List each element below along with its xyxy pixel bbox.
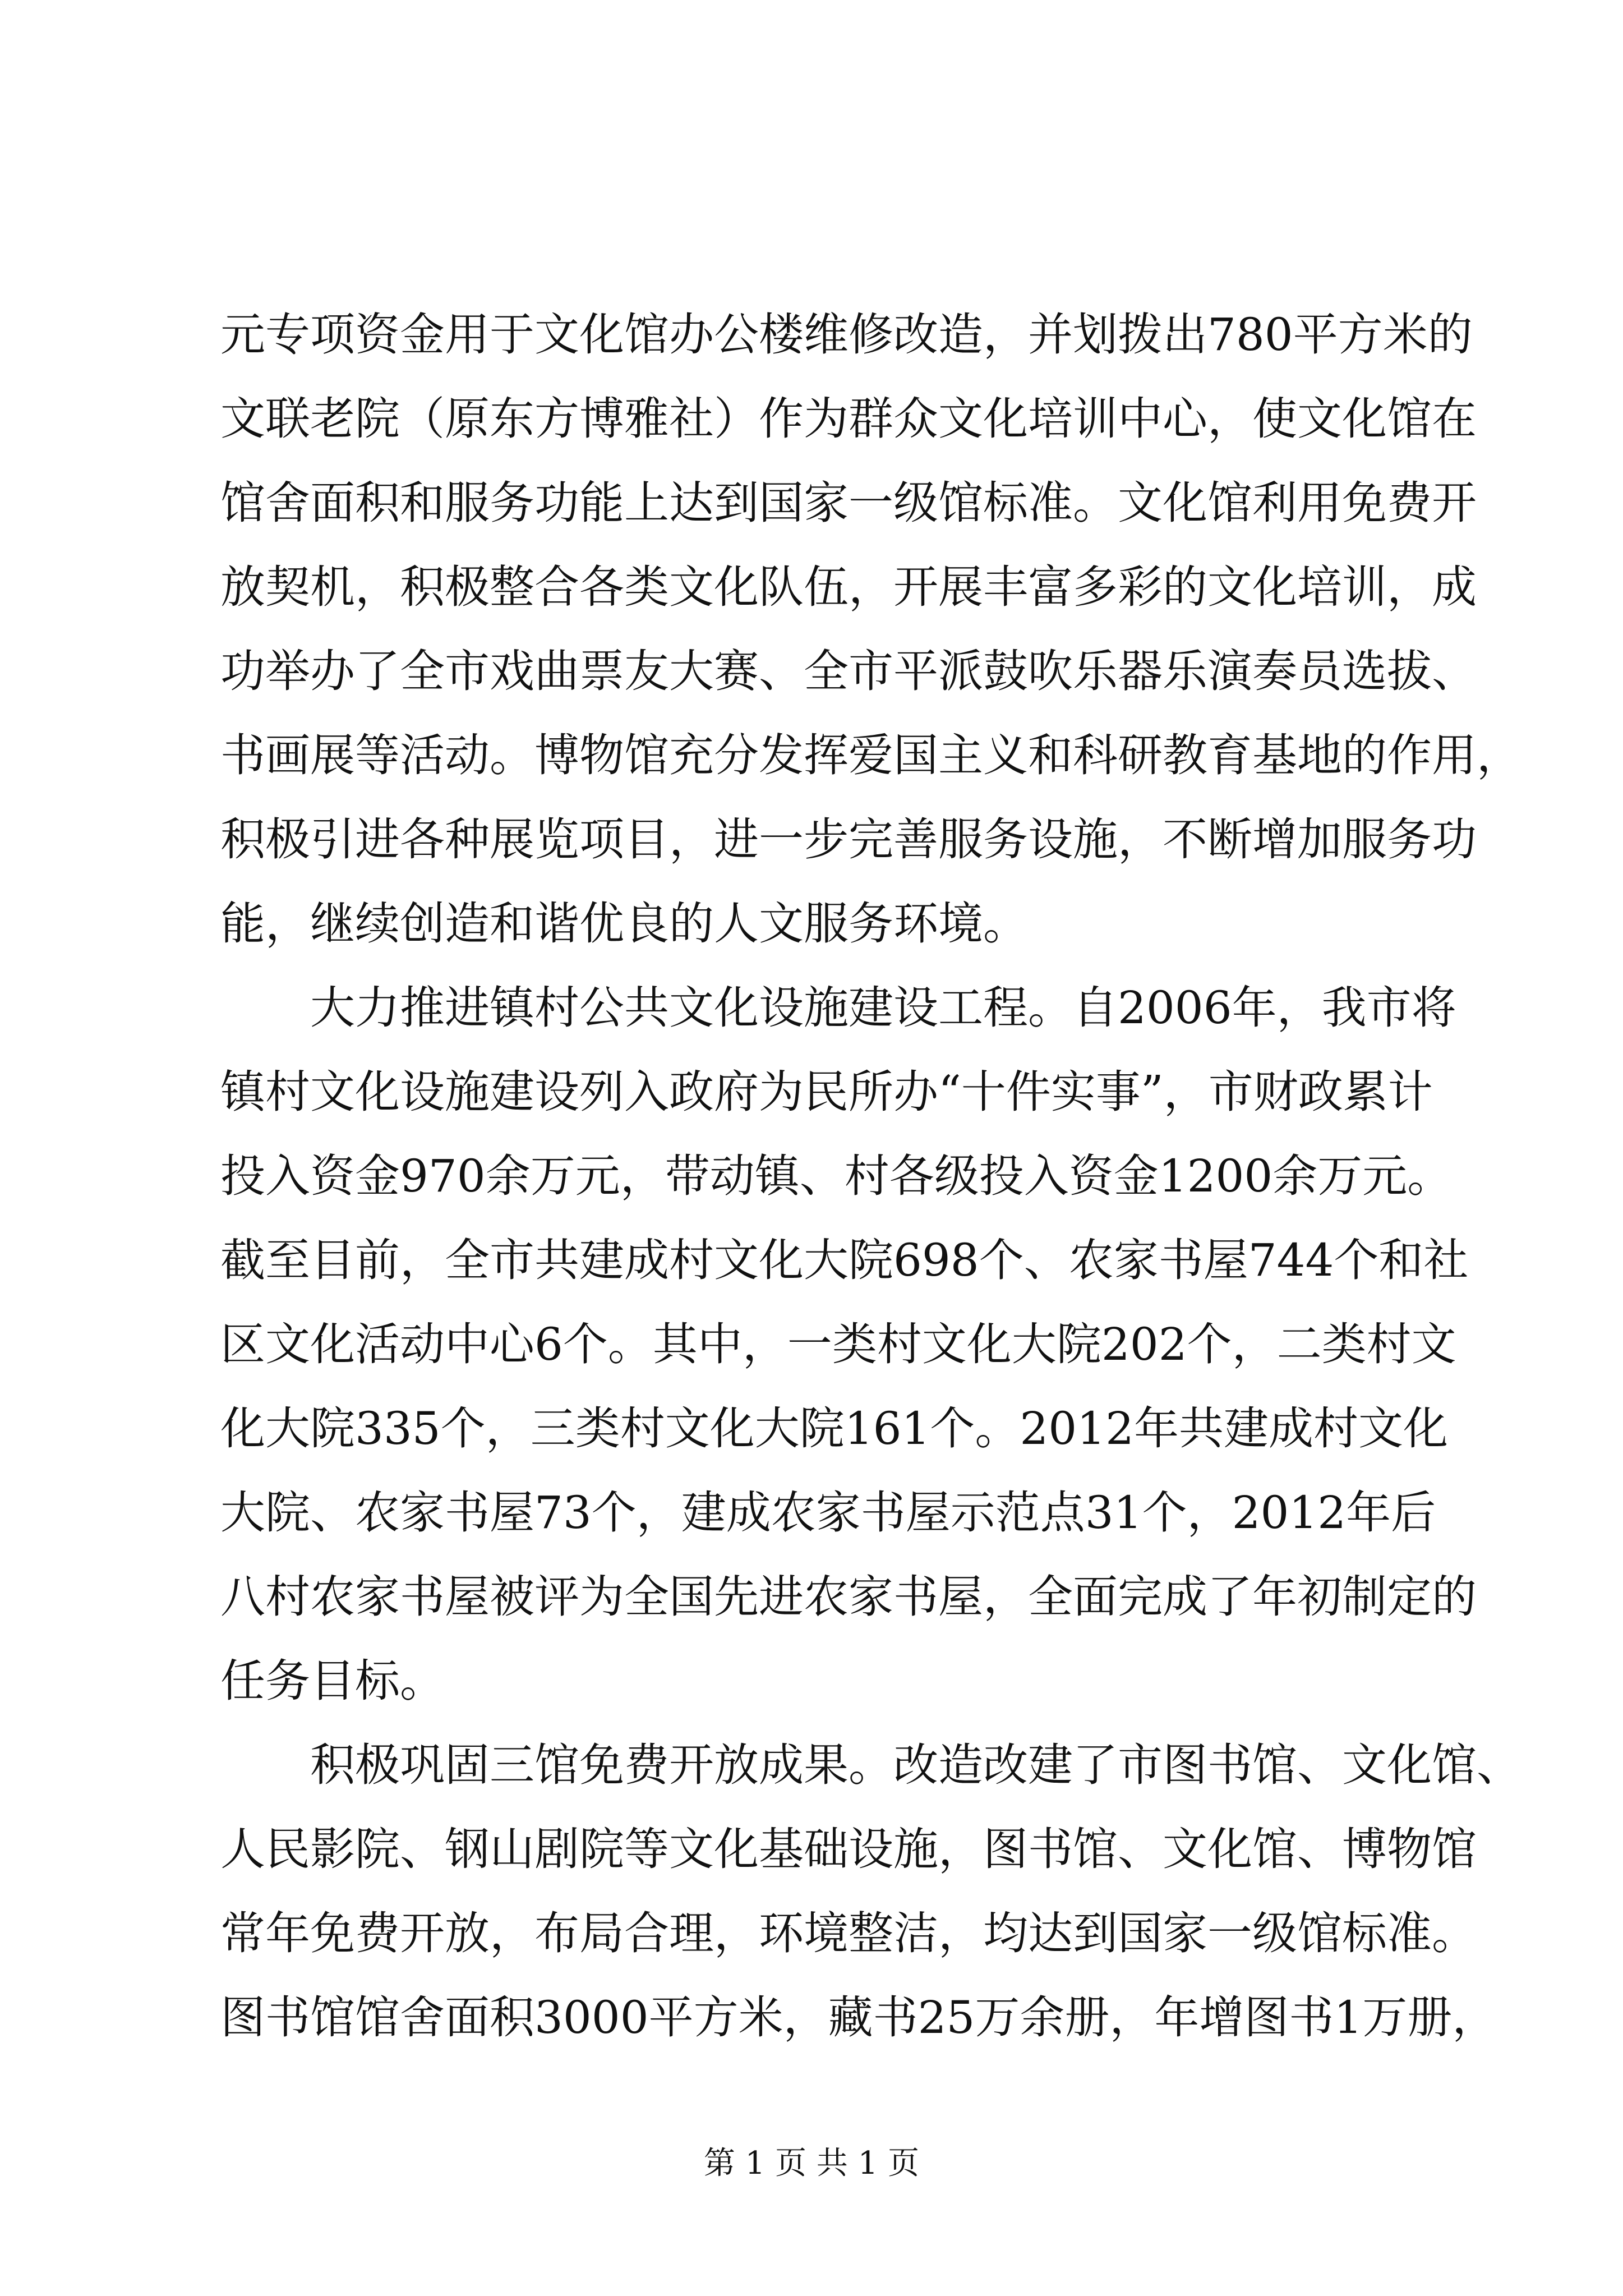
text-line: 元专项资金用于文化馆办公楼维修改造，并划拨出780平方米的 <box>220 309 1473 361</box>
text-line: 镇村文化设施建设列入政府为民所办“十件实事”，市财政累计 <box>220 1066 1433 1118</box>
text-line: 功举办了全市戏曲票友大赛、全市平派鼓吹乐器乐演奏员选拔、 <box>220 645 1477 697</box>
text-line: 积极巩固三馆免费开放成果。改造改建了市图书馆、文化馆、 <box>220 1739 1521 1791</box>
text-line: 区文化活动中心6个。其中，一类村文化大院202个，二类村文 <box>220 1318 1456 1370</box>
text-line: 人民影院、钢山剧院等文化基础设施，图书馆、文化馆、博物馆 <box>220 1823 1477 1875</box>
text-line: 书画展等活动。博物馆充分发挥爱国主义和科研教育基地的作用， <box>220 729 1521 781</box>
text-line: 积极引进各种展览项目，进一步完善服务设施，不断增加服务功 <box>220 813 1477 866</box>
text-line: 化大院335个，三类村文化大院161个。2012年共建成村文化 <box>220 1402 1448 1455</box>
text-line: 大院、农家书屋73个，建成农家书屋示范点31个，2012年后 <box>220 1487 1436 1539</box>
text-line: 投入资金970余万元，带动镇、村各级投入资金1200余万元。 <box>220 1150 1453 1202</box>
text-line: 截至目前，全市共建成村文化大院698个、农家书屋744个和社 <box>220 1234 1469 1286</box>
text-line: 图书馆馆舍面积3000平方米，藏书25万余册，年增图书1万册， <box>220 1991 1497 2044</box>
text-line: 八村农家书屋被评为全国先进农家书屋，全面完成了年初制定的 <box>220 1571 1477 1623</box>
text-line: 能，继续创造和谐优良的人文服务环境。 <box>220 898 1028 950</box>
text-line: 放契机，积极整合各类文化队伍，开展丰富多彩的文化培训，成 <box>220 561 1477 613</box>
text-line: 文联老院（原东方博雅社）作为群众文化培训中心，使文化馆在 <box>220 393 1477 445</box>
page-footer: 第 1 页 共 1 页 <box>703 2145 920 2182</box>
text-line: 常年免费开放，布局合理，环境整洁，均达到国家一级馆标准。 <box>220 1907 1477 1959</box>
document-body <box>220 293 1521 2060</box>
text-line: 馆舍面积和服务功能上达到国家一级馆标准。文化馆利用免费开 <box>220 477 1477 529</box>
text-line: 大力推进镇村公共文化设施建设工程。自2006年，我市将 <box>220 982 1456 1034</box>
text-line: 任务目标。 <box>220 1655 445 1707</box>
